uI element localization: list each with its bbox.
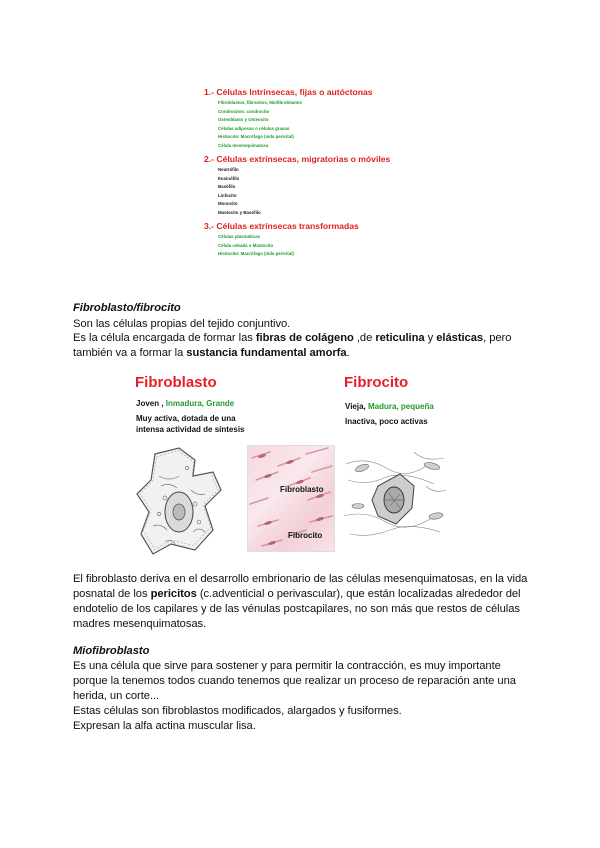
paragraph-line: El fibroblasto deriva en el desarrollo embrionario de las células mesenquimatosas, en la vida — [73, 573, 528, 585]
paragraph-line: porque la tenemos todos cuando tenemos que realizar un proceso de reparación ante una — [73, 675, 516, 687]
text-span: también va a formar la — [73, 347, 187, 359]
text-span: , pero — [483, 332, 512, 344]
figure-desc-left-1: Muy activa, dotada de una — [136, 414, 236, 423]
fibroblast-drawing — [135, 446, 225, 556]
list-item: Osteoblasto y Osteocito — [218, 117, 269, 122]
list-item: Linfocito — [218, 192, 237, 198]
outline-section-1-title: 1.- Células Intrínsecas, fijas o autóctonas — [204, 87, 373, 97]
bold-term: reticulina — [375, 332, 425, 344]
paragraph-line: Es una célula que sirve para sostener y para permitir la contracción, es muy importante — [73, 660, 501, 672]
text-span: Vieja, — [345, 402, 368, 411]
text-span: Inmadura, Grande — [165, 399, 235, 408]
text-span: (c.adventicial o perivascular), que están localizadas alrededor del — [196, 588, 521, 600]
label-fibrocito: Fibrocito — [288, 531, 323, 540]
histology-photo — [247, 445, 335, 552]
figure-subtitle-left — [136, 398, 234, 409]
list-item: Células adiposas o células grasas — [218, 125, 290, 131]
text-span: Madura, pequeña — [367, 402, 434, 411]
outline-section-1-list — [218, 99, 302, 150]
paragraph-line: madres mesenquimatosas. — [73, 618, 207, 630]
paragraph-line: Estas células son fibroblastos modificados, alargados y fusiformes. — [73, 705, 402, 717]
outline-section-2-list — [218, 166, 261, 217]
outline-section-3-list — [218, 233, 294, 259]
list-item: Basófilo — [218, 184, 236, 189]
paragraph-line — [73, 345, 350, 361]
list-item: Condrocitos: condrocito — [218, 108, 270, 114]
text-span: Joven , — [136, 399, 166, 408]
list-item: Célula cebada o Mastocito — [218, 242, 274, 248]
paragraph-line — [73, 586, 520, 602]
text-span: Es la célula encargada de formar las — [73, 332, 256, 344]
list-item: Células plasmáticas — [218, 234, 260, 239]
list-item: Mastocito y Basófilo — [218, 209, 261, 215]
list-item: Monocito — [218, 201, 238, 206]
figure-desc-left-2: intensa actividad de síntesis — [136, 425, 245, 434]
paragraph-line: Son las células propias del tejido conjuntivo. — [73, 318, 291, 330]
outline-section-2-title: 2.- Células extrínsecas, migratorias o móviles — [204, 154, 391, 164]
text-span: y — [424, 332, 437, 344]
figure-title-fibroblasto: Fibroblasto — [135, 374, 217, 391]
text-span: posnatal de los — [73, 588, 151, 600]
list-item: Célula mesenquimatosa — [218, 142, 269, 148]
bold-term: sustancia fundamental amorfa — [186, 347, 347, 359]
paragraph-line: herida, un corte... — [73, 690, 160, 702]
section-heading-miofibroblasto: Miofibroblasto — [73, 645, 150, 657]
outline-section-3-title: 3.- Células extrínsecas transformadas — [204, 221, 359, 231]
list-item: Histiocito: Macrófago (vida pericital) — [218, 134, 294, 139]
bold-term: fibras de colágeno — [255, 332, 354, 344]
fibrocyte-drawing — [344, 446, 450, 546]
paragraph-line — [73, 330, 511, 346]
list-item: Neutrófilo — [218, 167, 239, 172]
list-item: Histiocito: Macrófago (vida pericital) — [218, 251, 294, 256]
section-heading-fibroblasto: Fibroblasto/fibrocito — [73, 302, 181, 314]
figure-subtitle-right — [345, 401, 434, 412]
label-fibroblasto: Fibroblasto — [280, 485, 324, 494]
paragraph-line: Expresan la alfa actina muscular lisa. — [73, 720, 256, 732]
bold-term: pericitos — [150, 588, 197, 600]
list-item: Fibroblastos, fibrocitos, Miofibroblastos — [218, 100, 302, 105]
list-item: Eosinófilo — [218, 175, 240, 181]
figure-title-fibrocito: Fibrocito — [344, 374, 409, 391]
bold-term: elásticas — [436, 332, 484, 344]
paragraph-line: endotelio de los capilares y de las vénulas postcapilares, no son más que restos de células — [73, 603, 520, 615]
figure-desc-right: Inactiva, poco activas — [345, 417, 428, 426]
text-span: ,de — [353, 332, 376, 344]
text-span: . — [346, 347, 350, 359]
